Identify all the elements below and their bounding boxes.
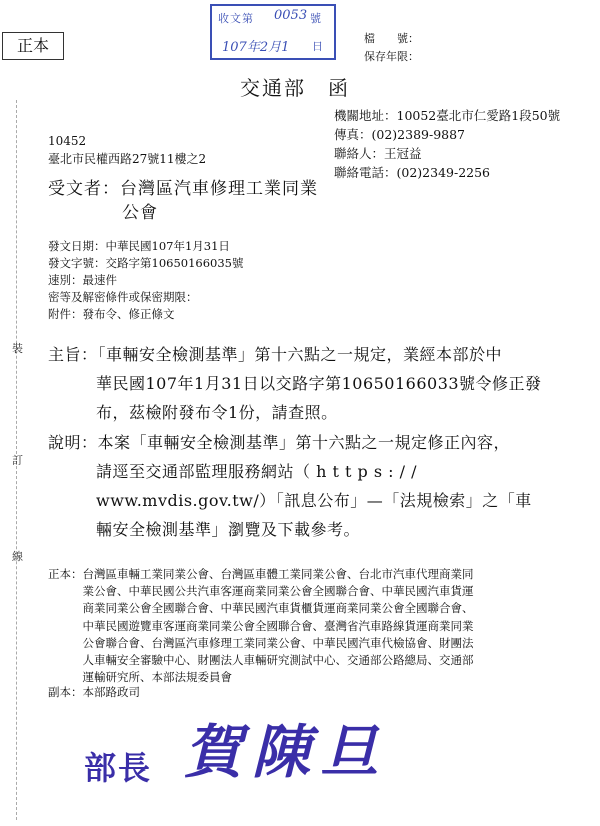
distribution-line: 公會聯合會、台灣區汽車修理工業同業公會、中華民國汽車代檢協會、財團法: [48, 635, 474, 650]
subject-line-2: 華民國107年1月31日以交路字第10650166033號令修正發: [96, 374, 542, 393]
distribution-line: 運輸研究所、本部法規委員會: [48, 670, 232, 685]
distribution-line: 商業同業公會全國聯合會、中華民國汽車貨櫃貨運商業同業公會全國聯合會、: [48, 601, 474, 616]
distribution-line: 人車輛安全審驗中心、財團法人車輛研究測試中心、交通部公路總局、交通部: [48, 653, 474, 668]
explanation-line-3: www.mvdis.gov.tw/）「訊息公布」—「法規檢索」之「車: [96, 491, 532, 510]
document-title: 交通部 函: [240, 76, 350, 100]
distribution-line: 業公會、中華民國公共汽車客運商業同業公會全國聯合會、中華民國汽車貨運: [48, 584, 474, 599]
file-no-label: 檔 號：: [364, 32, 419, 45]
explanation-line-1: 說明：本案「車輛安全檢測基準」第十六點之一規定修正內容，: [48, 433, 511, 452]
received-stamp: [210, 4, 336, 60]
recipient-line-1: 受文者：台灣區汽車修理工業同業: [48, 179, 318, 199]
binding-mark-line: 線: [12, 550, 23, 563]
stamp-date: 107年2月1: [222, 40, 290, 55]
stamp-label: 收文第: [218, 12, 254, 25]
agency-address: 機關地址：10052臺北市仁愛路1段50號: [334, 108, 561, 123]
recipient-zip: 10452: [48, 134, 87, 148]
speed-class: 速別：最速件: [48, 273, 117, 287]
confidentiality: 密等及解密條件或保密期限：: [48, 290, 198, 304]
retention-label: 保存年限：: [364, 50, 419, 63]
agency-contact: 聯絡人：王冠益: [334, 146, 422, 161]
explanation-line-4: 輛安全檢測基準」瀏覽及下載參考。: [96, 520, 361, 539]
recipient-line-2: 公會: [122, 203, 158, 223]
stamp-number: 0053: [274, 8, 308, 23]
copy-mark: 正本: [2, 32, 64, 60]
carbon-copy: 副本：本部路政司: [48, 685, 140, 699]
distribution-line: 中華民國遊覽車客運商業同業公會全國聯合會、臺灣省汽車路線貨運商業同業: [48, 618, 474, 633]
binding-mark-bind: 裝: [12, 342, 23, 355]
explanation-line-2: 請逕至交通部監理服務網站（ h t t p s : / /: [96, 462, 417, 481]
subject-line-1: 主旨：「車輛安全檢測基準」第十六點之一規定，業經本部於中: [48, 345, 503, 364]
agency-fax: 傳真：(02)2389-9887: [334, 127, 466, 142]
recipient-street: 臺北市民權西路27號11樓之2: [48, 152, 207, 166]
stamp-number-suffix: 號: [310, 12, 321, 25]
agency-phone: 聯絡電話：(02)2349-2256: [334, 165, 491, 180]
distribution-line: 正本：台灣區車輛工業同業公會、台灣區車體工業同業公會、台北市汽車代理商業同: [48, 567, 474, 581]
binding-mark-staple: 訂: [12, 454, 23, 467]
attachments: 附件：發布令、修正條文: [48, 307, 175, 321]
stamp-day-suffix: 日: [312, 40, 323, 53]
signature-title: 部長: [84, 749, 153, 787]
signature-name: 賀陳旦: [184, 718, 389, 786]
distribution-list: [48, 566, 474, 686]
reference-number: 發文字號：交路字第10650166035號: [48, 256, 244, 270]
issue-date: 發文日期：中華民國107年1月31日: [48, 239, 230, 253]
subject-line-3: 布，茲檢附發布令1份，請查照。: [96, 403, 338, 422]
